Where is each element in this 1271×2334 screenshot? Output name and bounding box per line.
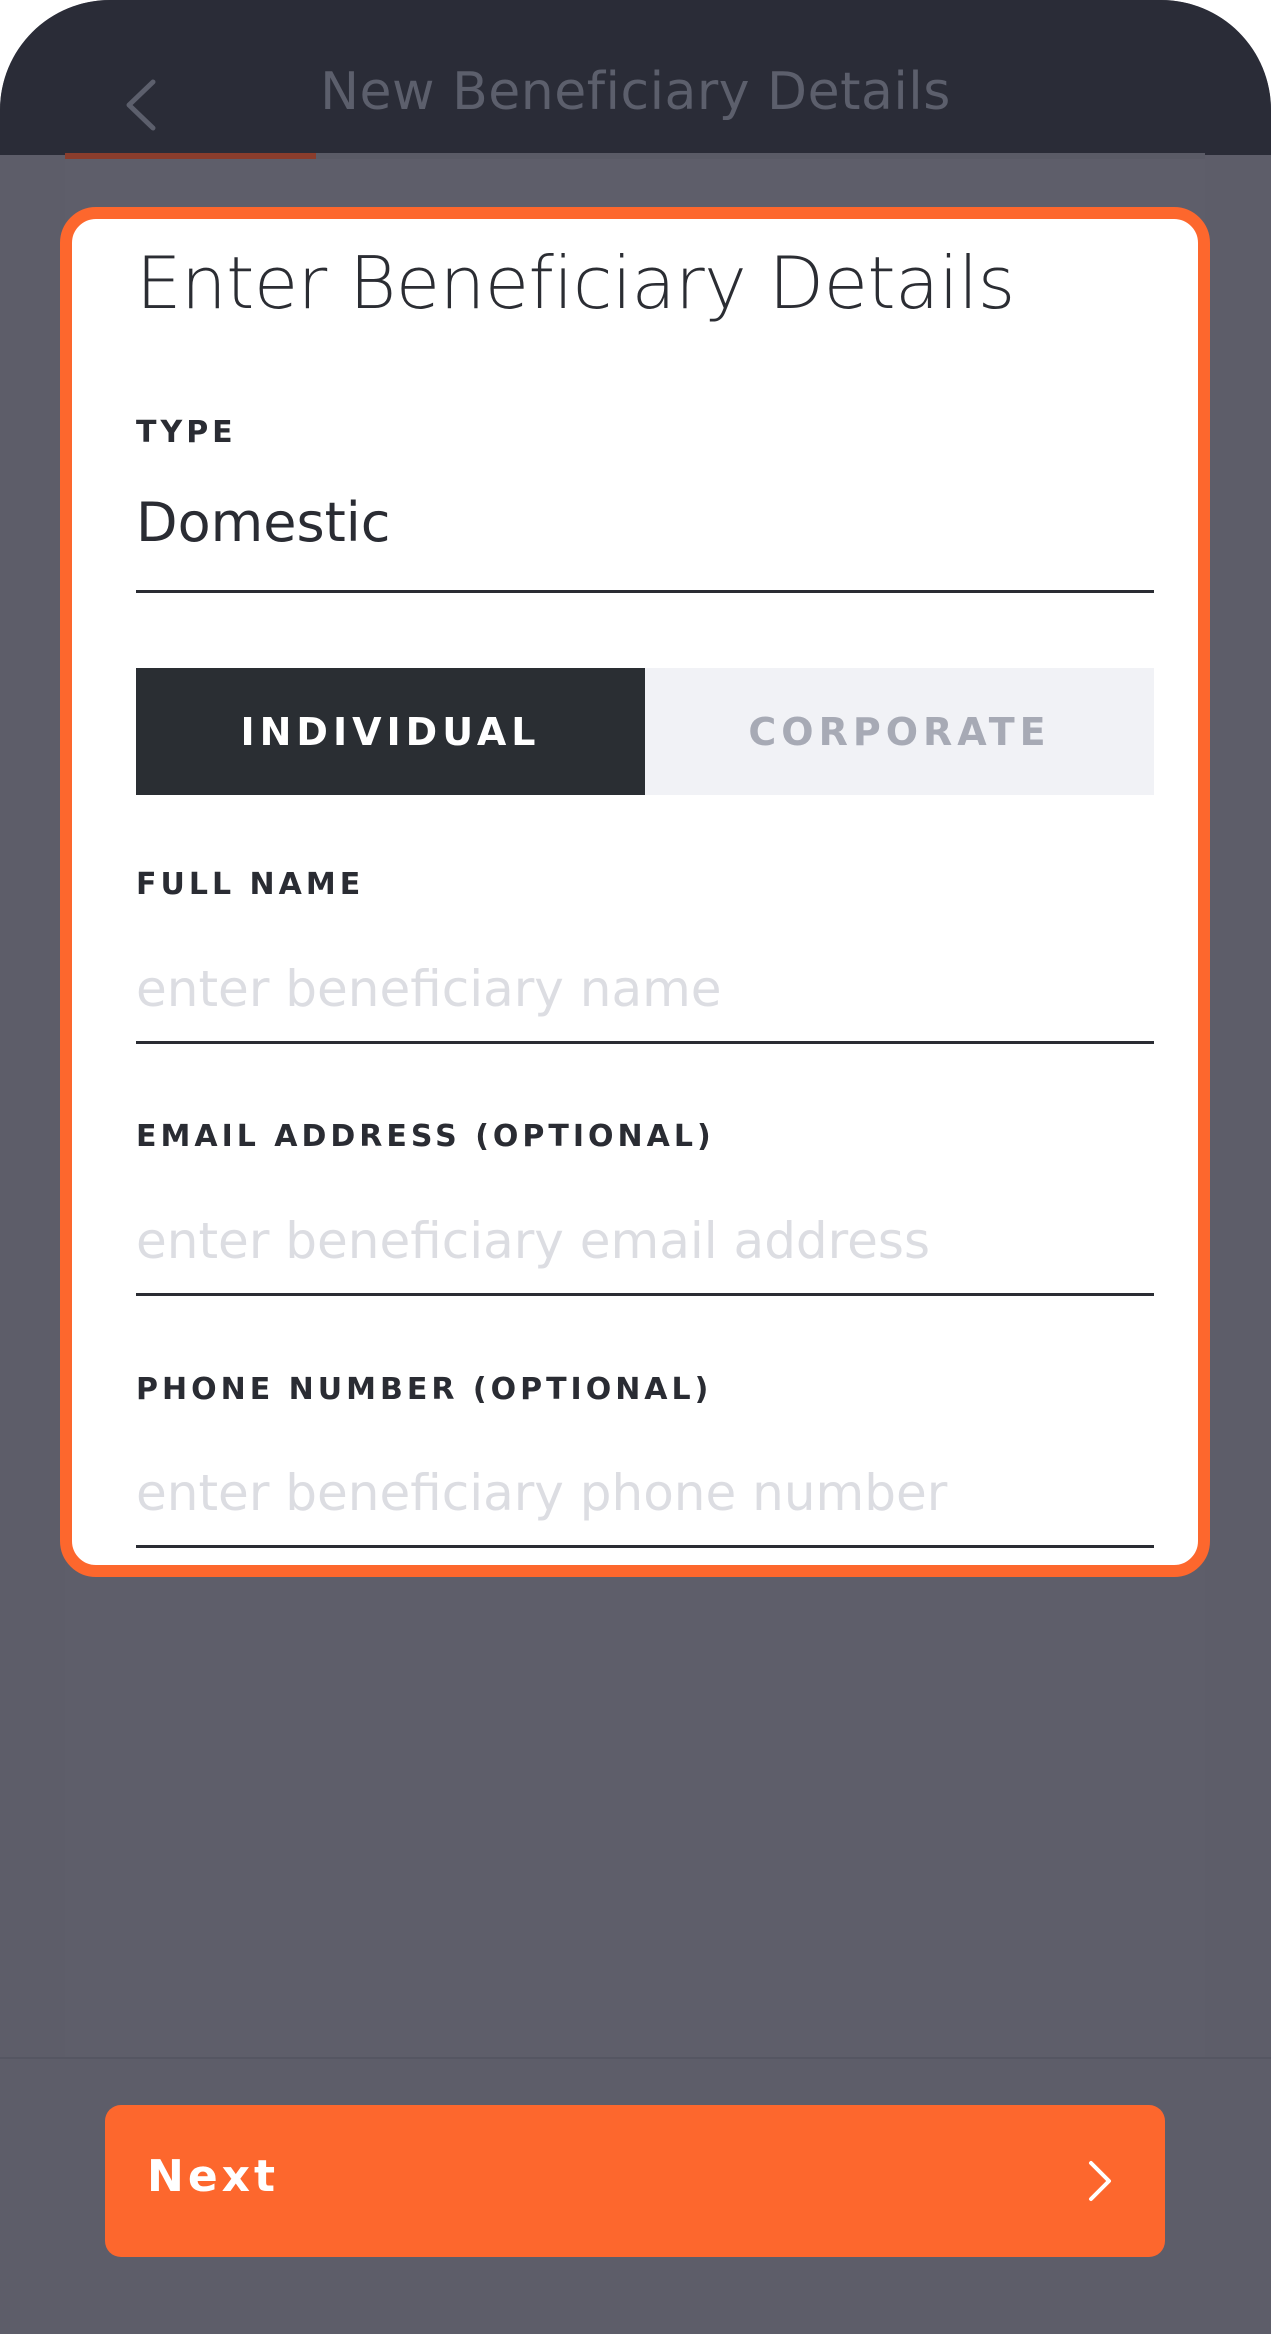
type-underline — [136, 590, 1154, 593]
full-name-label: FULL NAME — [136, 867, 365, 902]
chevron-right-icon — [1085, 2159, 1113, 2203]
phone-label: PHONE NUMBER (OPTIONAL) — [136, 1372, 713, 1407]
phone-underline — [136, 1545, 1154, 1548]
top-app-bar — [0, 0, 1271, 155]
next-button[interactable] — [105, 2105, 1165, 2257]
full-name-input[interactable] — [136, 944, 1154, 1034]
email-label: EMAIL ADDRESS (OPTIONAL) — [136, 1119, 715, 1154]
type-select[interactable]: Domestic — [136, 491, 391, 554]
next-button-label: Next — [147, 2151, 280, 2202]
full-name-underline — [136, 1041, 1154, 1044]
individual-tab[interactable]: INDIVIDUAL — [136, 668, 645, 795]
footer-divider — [0, 2057, 1271, 2059]
page-title: New Beneficiary Details — [320, 62, 951, 122]
entity-type-toggle — [136, 668, 1154, 795]
email-input[interactable] — [136, 1196, 1154, 1286]
form-title: Enter Beneficiary Details — [136, 241, 1015, 325]
email-underline — [136, 1293, 1154, 1296]
beneficiary-form-card — [60, 207, 1210, 1577]
corporate-tab[interactable]: CORPORATE — [645, 668, 1154, 795]
type-label: TYPE — [136, 415, 237, 450]
phone-input[interactable] — [136, 1448, 1154, 1538]
